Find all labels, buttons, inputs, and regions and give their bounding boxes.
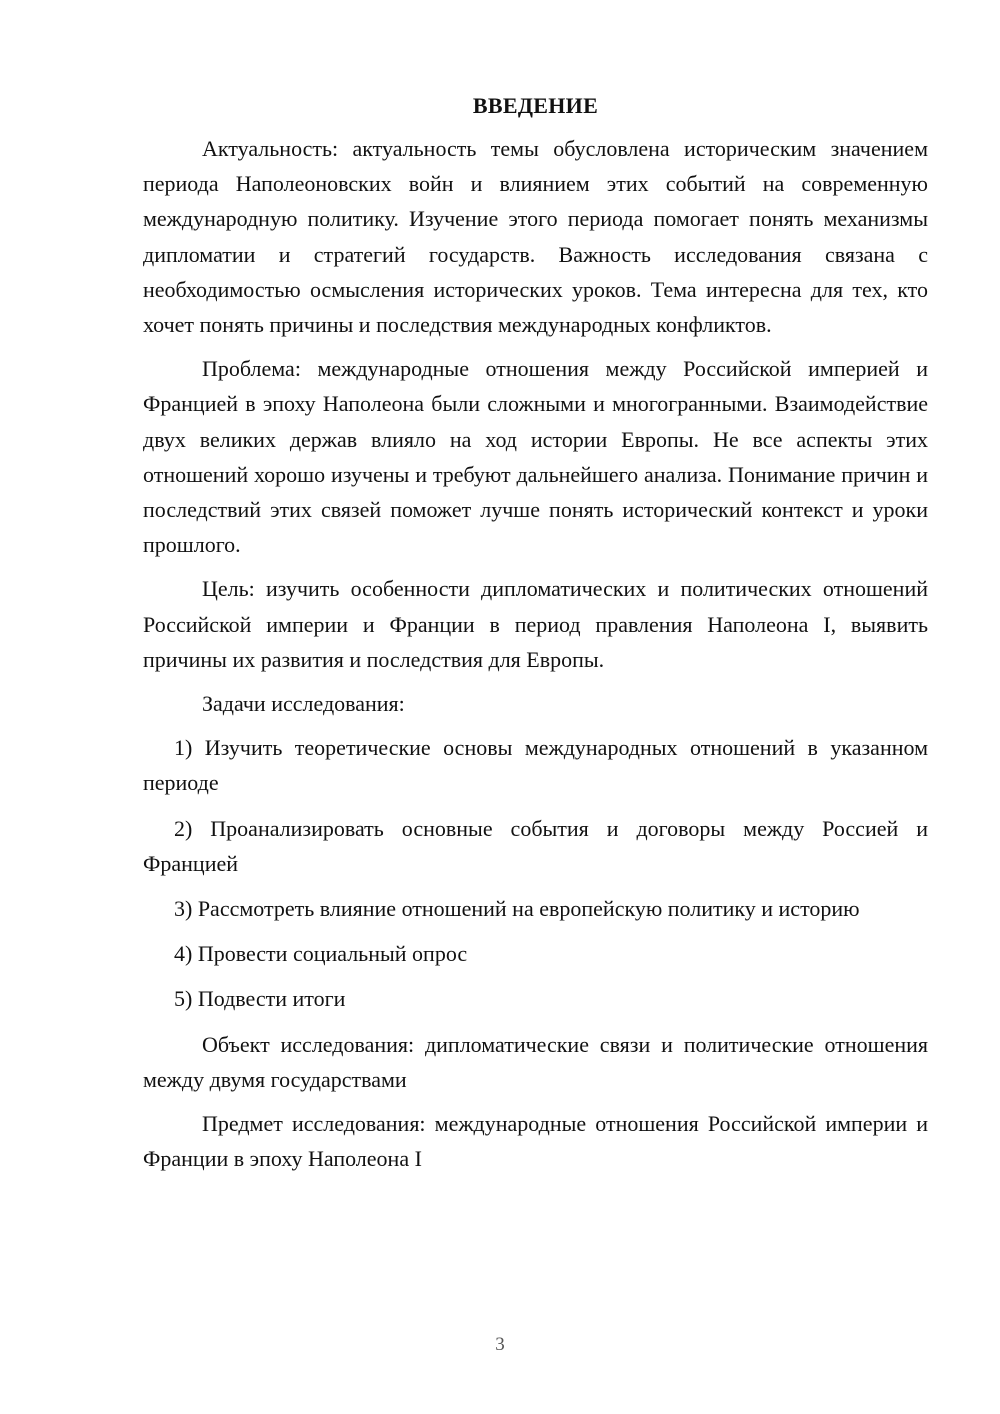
relevance-paragraph: Актуальность: актуальность темы обусловлена историческим значением периода Наполеоновских войн и влиянием этих событий на современную международную политику. Изучение этого периода помогает понять механизмы дипломатии и стратегий государств. Важность исследования связана с необходимостью осмысления исторических уроков. Тема интересна для тех, кто хочет понять причины и последствия международных конфликтов. <box>143 136 928 338</box>
page-content <box>143 88 928 1185</box>
task-item: 3) Рассмотреть влияние отношений на европейскую политику и историю <box>174 896 860 922</box>
goal-paragraph: Цель: изучить особенности дипломатических и политических отношений Российской империи и Франции в период правления Наполеона I, выявить причины их развития и последствия для Европы. <box>143 576 928 672</box>
object-paragraph: Объект исследования: дипломатические связи и политические отношения между двумя государствами <box>143 1031 928 1092</box>
section-heading: ВВЕДЕНИЕ <box>472 93 599 118</box>
task-item: 5) Подвести итоги <box>174 986 346 1012</box>
task-item: 4) Провести социальный опрос <box>174 941 468 967</box>
task-item: 1) Изучить теоретические основы международных отношений в указанном периоде <box>143 735 928 796</box>
tasks-title: Задачи исследования: <box>202 691 405 717</box>
page-number: 3 <box>495 1334 505 1355</box>
problem-paragraph: Проблема: международные отношения между Российской империей и Францией в эпоху Наполеона были сложными и многогранными. Взаимодействие двух великих держав влияло на ход истории Европы. Не все аспекты этих отношений хорошо изучены и требуют дальнейшего анализа. Понимание причин и последствий этих связей поможет лучше понять исторический контекст и уроки прошлого. <box>143 356 928 558</box>
subject-paragraph: Предмет исследования: международные отношения Российской империи и Франции в эпоху Наполеона I <box>143 1111 928 1172</box>
task-item: 2) Проанализировать основные события и договоры между Россией и Францией <box>143 815 928 876</box>
